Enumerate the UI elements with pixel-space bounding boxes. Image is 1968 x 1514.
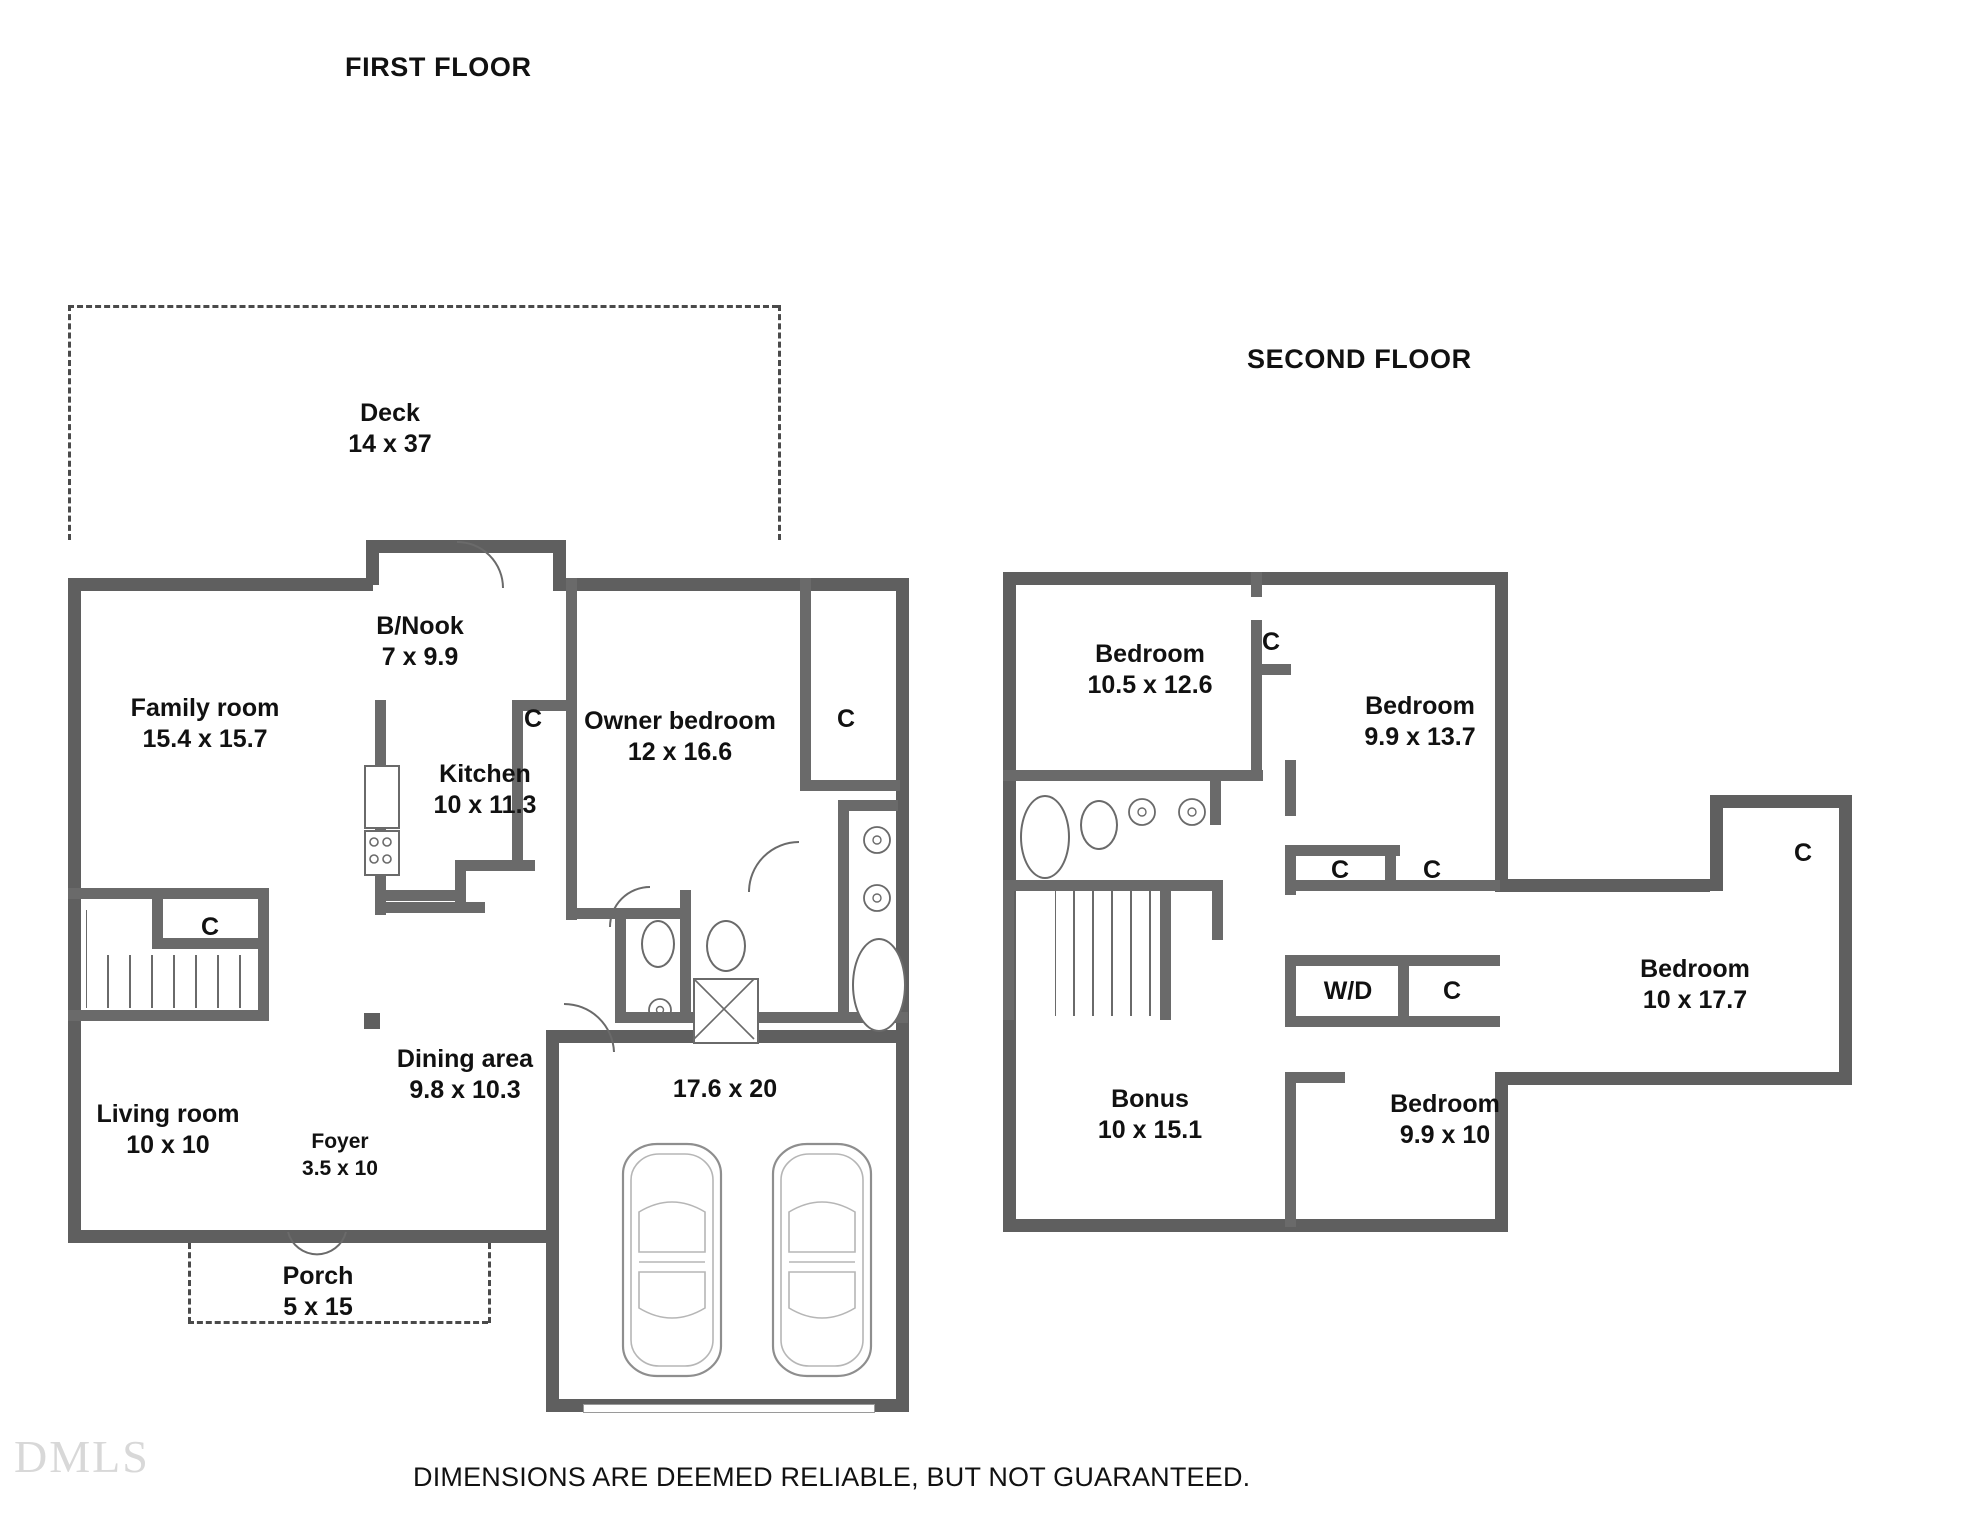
wall-sf-stair-left	[1003, 890, 1014, 1020]
room-label-living-dims: 10 x 10	[126, 1131, 210, 1159]
first-floor-title: FIRST FLOOR	[345, 52, 532, 82]
tub-icon-owner	[852, 938, 906, 1032]
room-label-owner-name: Owner bedroom	[584, 707, 776, 735]
wall-sf-bump-left	[1710, 795, 1723, 891]
range-burners-icon	[364, 830, 396, 872]
car-icon-left	[617, 1140, 727, 1380]
room-label-porch-name: Porch	[282, 1262, 354, 1290]
wall-sf-hall-right	[1212, 880, 1223, 940]
toilet-icon-owner-bath	[706, 920, 746, 972]
wall-sf-bed1-top	[1251, 572, 1262, 597]
tub-icon-sf	[1020, 795, 1070, 879]
wall-ff-tub-left	[838, 800, 849, 1012]
wall-ff-garage-right	[896, 1030, 909, 1412]
closet-label-sf-1: C	[1261, 628, 1281, 656]
center-marker	[364, 1013, 380, 1029]
wall-ff-stair-bottom	[68, 1010, 268, 1021]
closet-label-ff-stair: C	[200, 913, 220, 941]
car-icon-right	[767, 1140, 877, 1380]
watermark-logo: DMLS	[14, 1431, 150, 1482]
room-label-sf-bed1-dims: 10.5 x 12.6	[1087, 671, 1213, 699]
room-label-kitchen-dims: 10 x 11.3	[433, 791, 537, 819]
room-label-deck-name: Deck	[360, 399, 420, 427]
room-label-family-name: Family room	[130, 694, 280, 722]
room-label-bnook-dims: 7 x 9.9	[381, 643, 459, 671]
door-arc-nook	[455, 540, 515, 590]
toilet-icon-powder	[641, 920, 675, 968]
room-label-sf-bed3-dims: 10 x 17.7	[1642, 986, 1748, 1014]
wall-ff-owner-closet-bottom	[800, 780, 900, 791]
wall-sf-closet-row-top	[1285, 845, 1400, 856]
porch-outline-left	[188, 1243, 191, 1323]
wall-sf-notch-top	[1495, 879, 1710, 892]
second-floor-title: SECOND FLOOR	[1247, 344, 1472, 374]
wall-sf-bottom	[1003, 1219, 1508, 1232]
wall-sf-wd-right	[1398, 955, 1409, 1025]
room-label-sf-bed3-name: Bedroom	[1640, 955, 1750, 983]
room-label-sf-bed1-name: Bedroom	[1095, 640, 1205, 668]
wall-sf-wd-bottom	[1285, 1016, 1500, 1027]
room-label-kitchen-name: Kitchen	[439, 760, 531, 788]
wall-ff-kitchen-bump-top	[455, 860, 535, 871]
wall-sf-wd-top	[1285, 955, 1500, 966]
wall-ff-tub-top	[838, 800, 898, 811]
vanity-sinks-owner	[855, 818, 901, 928]
closet-label-sf-5: C	[1442, 977, 1462, 1005]
closet-label-ff-owner: C	[836, 705, 856, 733]
room-label-dining-name: Dining area	[396, 1045, 534, 1073]
wall-ff-kitchen-bottom	[375, 890, 465, 901]
vanity-sinks-sf	[1120, 790, 1215, 836]
wall-ff-top-left	[68, 578, 373, 591]
room-label-sf-bonus-name: Bonus	[1111, 1085, 1189, 1113]
shower-cross-icon	[693, 978, 755, 1040]
room-label-sf-bed2-name: Bedroom	[1365, 692, 1475, 720]
room-label-foyer-dims: 3.5 x 10	[302, 1157, 378, 1180]
door-arc-powder	[606, 885, 652, 931]
toilet-icon-sf	[1080, 800, 1118, 850]
room-label-bnook-name: B/Nook	[376, 612, 464, 640]
wall-ff-kitchen-base	[375, 902, 485, 913]
wall-sf-bonus-top	[1285, 1072, 1345, 1083]
deck-outline-top	[68, 305, 778, 308]
room-label-living-name: Living room	[96, 1100, 240, 1128]
room-label-sf-bonus-dims: 10 x 15.1	[1097, 1116, 1203, 1144]
closet-label-ff-kitchen: C	[523, 705, 543, 733]
room-label-dining-dims: 9.8 x 10.3	[409, 1076, 521, 1104]
laundry-label-wd: W/D	[1323, 977, 1373, 1005]
closet-label-sf-3: C	[1422, 856, 1442, 884]
room-label-foyer-name: Foyer	[311, 1130, 369, 1153]
room-label-porch-dims: 5 x 15	[283, 1293, 353, 1321]
wall-sf-bath-top	[1003, 770, 1263, 781]
wall-sf-closet2-right	[1285, 760, 1296, 816]
room-label-sf-bed2-dims: 9.9 x 13.7	[1364, 723, 1476, 751]
stairs-second-floor	[1055, 888, 1170, 1018]
closet-label-sf-4: C	[1793, 839, 1813, 867]
room-label-deck-dims: 14 x 37	[348, 430, 432, 458]
pedestal-sink-icon	[645, 995, 675, 1025]
wall-ff-top-right	[553, 578, 909, 591]
room-label-owner-dims: 12 x 16.6	[627, 738, 733, 766]
room-label-sf-bed4-name: Bedroom	[1390, 1090, 1500, 1118]
room-label-garage-dims: 17.6 x 20	[672, 1075, 778, 1103]
wall-sf-bottom-right	[1495, 1072, 1852, 1085]
door-arc-owner	[745, 838, 803, 896]
room-label-family-dims: 15.4 x 15.7	[142, 725, 268, 753]
wall-ff-bath-left	[680, 890, 691, 1020]
wall-sf-right-exterior	[1839, 795, 1852, 1085]
room-label-sf-bed4-dims: 9.9 x 10	[1399, 1121, 1491, 1149]
deck-outline-left	[68, 305, 71, 540]
stairs-first-floor	[86, 900, 266, 1010]
garage-door	[583, 1404, 875, 1413]
closet-label-sf-2: C	[1330, 856, 1350, 884]
wall-sf-bump-top	[1710, 795, 1852, 808]
porch-outline-right	[488, 1243, 491, 1323]
wall-sf-bonus-right	[1285, 1072, 1296, 1227]
wall-ff-stair-top	[68, 888, 268, 899]
disclaimer-text: DIMENSIONS ARE DEEMED RELIABLE, BUT NOT GUARANTEED.	[413, 1462, 1251, 1492]
deck-outline-right	[778, 305, 781, 540]
